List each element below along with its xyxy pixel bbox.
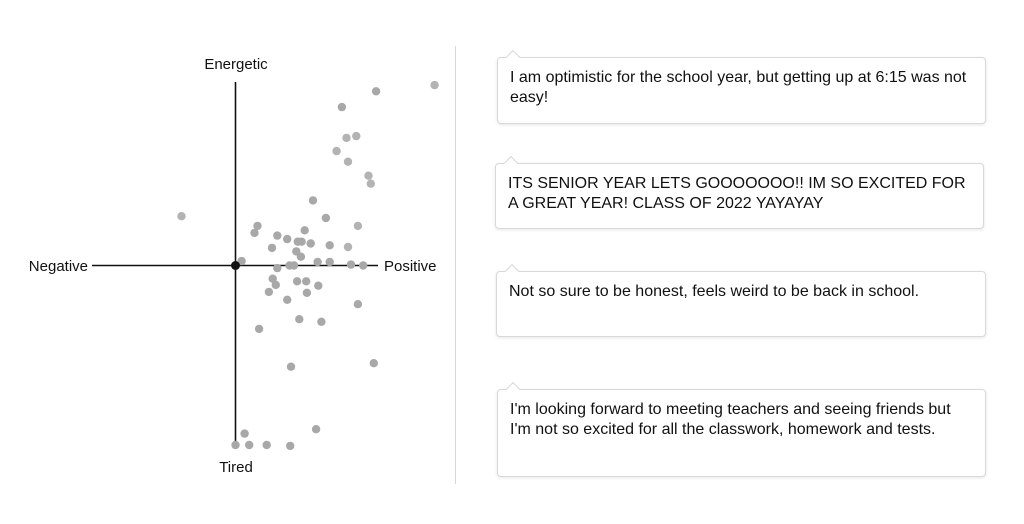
response-point[interactable]	[273, 264, 281, 272]
response-point[interactable]	[273, 231, 281, 239]
response-point[interactable]	[283, 235, 291, 243]
response-point[interactable]	[290, 261, 298, 269]
response-point[interactable]	[286, 442, 294, 450]
response-point[interactable]	[372, 87, 380, 95]
response-point[interactable]	[370, 359, 378, 367]
axis-label-energetic: Energetic	[204, 56, 268, 73]
axis-label-positive: Positive	[384, 258, 437, 275]
response-card-2	[495, 163, 984, 229]
response-point[interactable]	[297, 253, 305, 261]
response-point[interactable]	[245, 441, 253, 449]
response-point[interactable]	[268, 244, 276, 252]
response-text: I'm looking forward to meeting teachers and seeing friends but I'm not so excited for all the classwork, homework and tests.	[510, 401, 951, 438]
response-point[interactable]	[344, 158, 352, 166]
mood-plot	[0, 0, 455, 524]
response-point[interactable]	[317, 318, 325, 326]
response-point[interactable]	[347, 260, 355, 268]
response-point[interactable]	[302, 277, 310, 285]
response-point[interactable]	[354, 222, 362, 230]
response-point[interactable]	[338, 103, 346, 111]
selected-point[interactable]	[231, 261, 240, 270]
response-point[interactable]	[364, 172, 372, 180]
response-card-1	[497, 57, 986, 124]
response-point[interactable]	[326, 258, 334, 266]
response-point[interactable]	[177, 212, 185, 220]
response-point[interactable]	[309, 196, 317, 204]
response-point[interactable]	[367, 180, 375, 188]
response-point[interactable]	[312, 425, 320, 433]
response-point[interactable]	[240, 429, 248, 437]
axis-label-tired: Tired	[219, 459, 253, 476]
response-point[interactable]	[354, 300, 362, 308]
response-point[interactable]	[352, 132, 360, 140]
response-point[interactable]	[297, 238, 305, 246]
response-point[interactable]	[326, 241, 334, 249]
response-point[interactable]	[293, 277, 301, 285]
response-text: I am optimistic for the school year, but getting up at 6:15 was not easy!	[510, 69, 967, 106]
response-point[interactable]	[231, 441, 239, 449]
response-point[interactable]	[269, 275, 277, 283]
response-point[interactable]	[295, 315, 303, 323]
response-card-4	[497, 389, 986, 477]
response-point[interactable]	[430, 81, 438, 89]
response-point[interactable]	[332, 147, 340, 155]
response-point[interactable]	[265, 288, 273, 296]
response-point[interactable]	[314, 282, 322, 290]
response-card-3	[496, 271, 986, 337]
response-point[interactable]	[342, 134, 350, 142]
response-point[interactable]	[255, 325, 263, 333]
response-point[interactable]	[322, 214, 330, 222]
response-point[interactable]	[303, 289, 311, 297]
response-point[interactable]	[307, 239, 315, 247]
response-point[interactable]	[283, 296, 291, 304]
response-point[interactable]	[253, 222, 261, 230]
response-point[interactable]	[263, 441, 271, 449]
response-point[interactable]	[313, 258, 321, 266]
response-point[interactable]	[301, 226, 309, 234]
response-text: ITS SENIOR YEAR LETS GOOOOOOO!! IM SO EXCITED FOR A GREAT YEAR! CLASS OF 2022 YAYAYAY	[508, 175, 966, 212]
response-text: Not so sure to be honest, feels weird to be back in school.	[509, 283, 920, 300]
divider	[455, 46, 456, 484]
response-point[interactable]	[359, 261, 367, 269]
axis-label-negative: Negative	[28, 258, 88, 275]
response-point[interactable]	[287, 363, 295, 371]
response-point[interactable]	[344, 243, 352, 251]
